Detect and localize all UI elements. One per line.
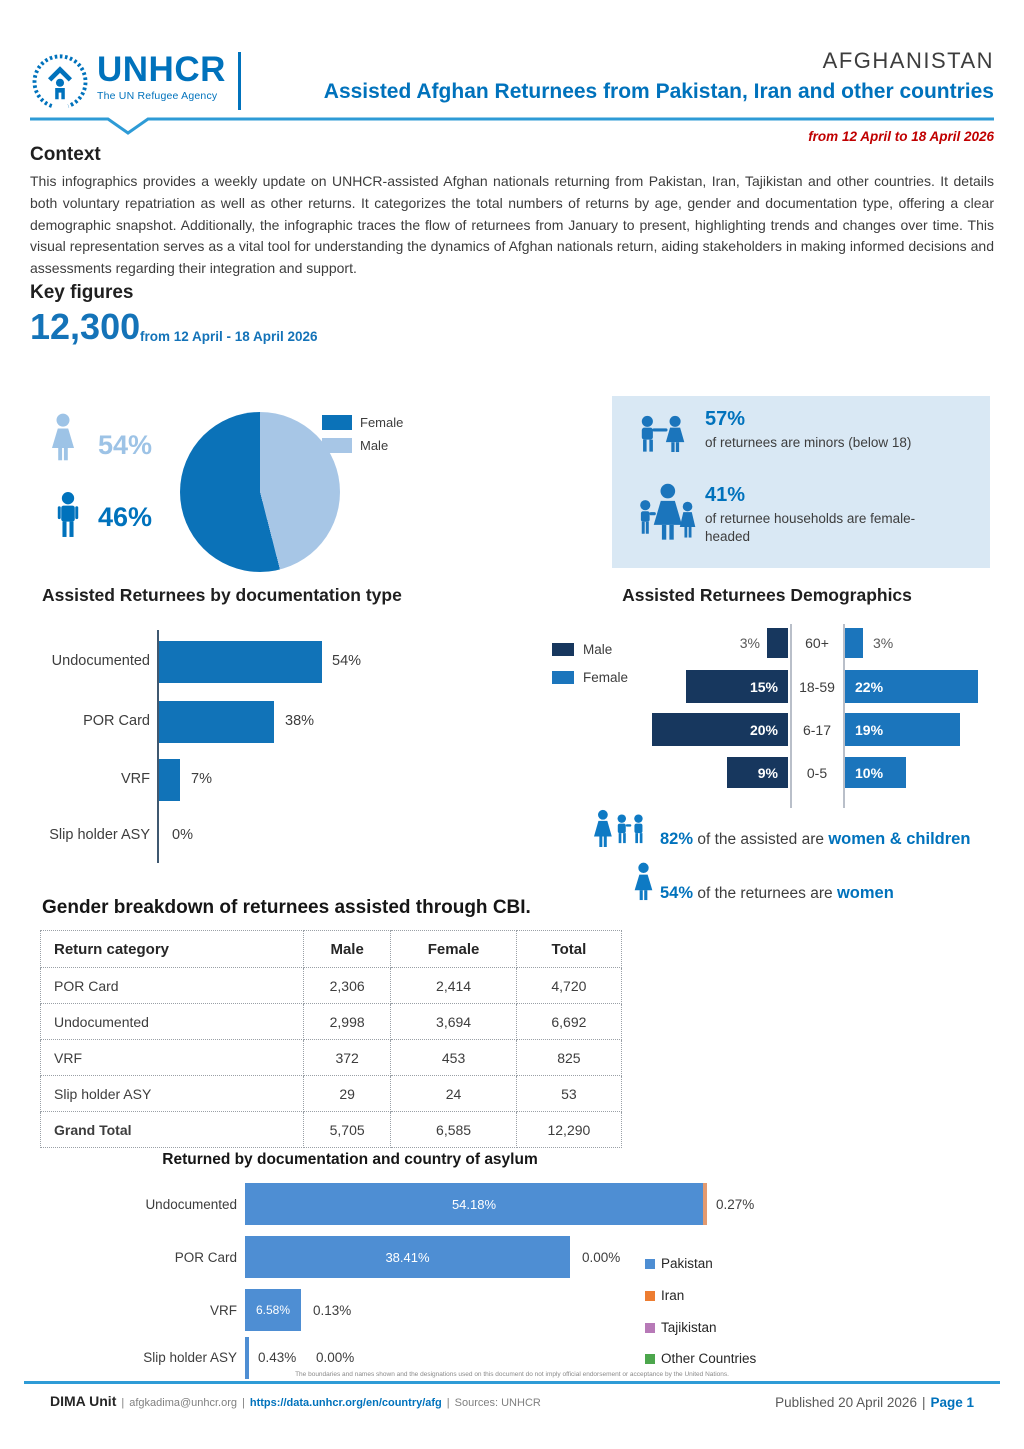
footer-data-portal-link[interactable]: https://data.unhcr.org/en/country/afg [249,1397,442,1409]
asylum-bar-undocumented-iran [703,1183,707,1225]
table-row [41,1004,622,1040]
footer-separator: | [121,1397,125,1409]
footer-separator: | [446,1397,450,1409]
pie-legend [322,415,403,461]
table-row [41,1040,622,1076]
asylum-secondary-value: 0.00% [582,1250,621,1265]
cbi-cell-female: 453 [391,1040,517,1076]
report-date-range: from 12 April to 18 April 2026 [808,129,994,144]
pyramid-female-bar-18-59 [845,670,978,703]
pyramid-age-label: 6-17 [802,722,832,738]
footer-left [50,1393,541,1409]
footer-unit: DIMA Unit [50,1393,117,1409]
pyramid-age-label: 60+ [805,635,829,651]
women-pct: 54% [660,884,694,902]
cbi-cell-male: 29 [304,1076,391,1112]
male-swatch [322,438,352,453]
footer-right [775,1395,974,1410]
women-and-children-icon [594,808,654,856]
footer-rule [24,1381,1000,1384]
cbi-header-row [41,931,622,968]
cbi-cell-total: 12,290 [516,1112,621,1148]
pyramid-male-bar-0-5 [727,757,788,788]
doc-bar-label: POR Card [83,713,150,729]
asylum-chart-title: Returned by documentation and country of asylum [162,1151,538,1168]
pyramid-female-value: 3% [873,635,894,651]
cbi-cell-category: Slip holder ASY [41,1076,304,1112]
footer-sources: Sources: UNHCR [454,1397,541,1409]
women-children-text: of the assisted are [697,831,825,848]
doc-bar-label: Undocumented [51,653,150,669]
table-row [41,1076,622,1112]
doc-bar-value: 54% [332,653,362,669]
cbi-cell-female: 24 [391,1076,517,1112]
cbi-cell-total: 6,692 [516,1004,621,1040]
doc-bar-value: 38% [285,713,315,729]
key-figures-heading: Key figures [30,282,134,303]
pyramid-male-bar-6-17 [652,713,788,746]
doc-bar-value: 7% [191,771,212,787]
total-returnees-value: 12,300 [30,306,141,347]
asylum-bar-por-pakistan [245,1236,570,1278]
cbi-header-male: Male [304,931,391,968]
asylum-bar-value: 6.58% [255,1303,291,1317]
unhcr-emblem-icon [30,52,90,112]
cbi-cell-total: 825 [516,1040,621,1076]
page-title: Assisted Afghan Returnees from Pakistan, Iran and other countries [323,80,994,103]
female-swatch [322,415,352,430]
context-heading: Context [30,144,101,165]
asylum-row-label: VRF [210,1303,237,1318]
pyramid-male-value: 20% [749,721,778,738]
asylum-row-label: POR Card [174,1250,237,1265]
female-percentage: 54% [98,430,153,460]
demographics-title: Assisted Returnees Demographics [622,585,912,605]
footer-separator: | [242,1397,245,1409]
pyramid-female-value: 22% [855,678,884,695]
doc-bar-por-card [159,701,274,743]
unhcr-logo [30,52,241,112]
pie-legend-male [322,438,403,453]
cbi-cell-male: 2,998 [304,1004,391,1040]
asylum-bar-vrf-pakistan [245,1289,301,1331]
cbi-cell-male: 372 [304,1040,391,1076]
pakistan-swatch [645,1259,655,1269]
demo-legend-female-label: Female [583,670,629,685]
cbi-cell-total: 53 [516,1076,621,1112]
women-stat [660,884,894,903]
cbi-cell-female: 2,414 [391,968,517,1004]
male-legend-label: Male [360,438,389,453]
footer-page-number: Page 1 [930,1395,974,1410]
doc-bar-undocumented [159,641,322,683]
other-countries-swatch [645,1354,655,1364]
table-row [41,968,622,1004]
cbi-cell-category: Undocumented [41,1004,304,1040]
women-text: of the returnees are [697,885,833,902]
female-pictogram-icon [46,413,80,470]
male-swatch [552,643,574,656]
minors-percentage: 57% [705,408,746,430]
male-percentage: 46% [98,502,153,532]
cbi-header-total: Total [516,931,621,968]
asylum-bar-value: 38.41% [385,1249,430,1265]
asylum-row-label: Undocumented [145,1197,237,1212]
asylum-row-label: Slip holder ASY [143,1350,237,1365]
total-returnees-period: from 12 April - 18 April 2026 [140,329,318,344]
demo-legend-male-label: Male [583,642,613,657]
pyramid-male-value: 3% [739,635,760,651]
male-pictogram-icon [52,490,84,547]
cbi-cell-category: Grand Total [41,1112,304,1148]
asylum-secondary-value: 0.13% [313,1303,352,1318]
female-headed-family-icon [634,481,696,549]
pie-legend-female [322,415,403,430]
asylum-bar-undocumented-pakistan [245,1183,703,1225]
cbi-table-title: Gender breakdown of returnees assisted through CBI. [42,897,531,918]
logo-divider [238,52,241,110]
female-swatch [552,671,574,684]
demo-legend-male [552,642,612,657]
cbi-cell-male: 2,306 [304,968,391,1004]
asylum-legend-label: Other Countries [661,1351,757,1366]
pyramid-male-value: 15% [749,678,778,695]
women-children-stat [660,830,970,849]
female-headed-percentage: 41% [705,484,746,506]
doc-chart-title: Assisted Returnees by documentation type [42,585,402,605]
iran-swatch [645,1291,655,1301]
asylum-legend-label: Pakistan [661,1256,713,1271]
cbi-table [40,930,622,1148]
demo-legend-female [552,670,628,685]
children-icon [636,414,694,459]
sex-pie-chart [180,412,340,572]
asylum-legend-iran [645,1288,684,1303]
tajikistan-swatch [645,1323,655,1333]
country-title: AFGHANISTAN [822,48,994,73]
asylum-legend-pakistan [645,1256,713,1271]
minors-text: of returnees are minors (below 18) [705,435,912,450]
pyramid-age-label: 18-59 [799,679,835,695]
cbi-cell-male: 5,705 [304,1112,391,1148]
asylum-secondary-value: 0.27% [716,1197,755,1212]
footer-disclaimer: The boundaries and names shown and the designations used on this document do not imply official endorsement or acceptance by the United Nations. [295,1371,729,1378]
cbi-cell-category: POR Card [41,968,304,1004]
women-children-pct: 82% [660,830,694,848]
asylum-legend-other-countries [645,1351,756,1366]
footer-email: afgkadima@unhcr.org [129,1397,238,1409]
pyramid-male-value: 9% [757,764,778,781]
pyramid-female-bar-6-17 [845,713,960,746]
logo-tagline: The UN Refugee Agency [97,90,218,102]
women-children-highlight: women & children [828,830,971,848]
cbi-cell-female: 3,694 [391,1004,517,1040]
female-headed-text: of returnee households are female-headed [705,511,916,545]
doc-bar-vrf [159,759,180,801]
pyramid-female-value: 10% [855,764,884,781]
cbi-header-category: Return category [41,931,304,968]
pyramid-male-bar-18-59 [686,670,788,703]
pyramid-female-value: 19% [855,721,884,738]
pyramid-female-bar-60plus [845,628,863,658]
asylum-legend-label: Iran [661,1288,685,1303]
footer-separator: | [921,1395,926,1410]
asylum-legend-tajikistan [645,1320,717,1335]
doc-bar-label: VRF [121,771,150,787]
asylum-bar-value: 54.18% [451,1196,497,1212]
women-highlight: women [836,884,894,902]
logo-wordmark: UNHCR [97,50,226,89]
cbi-cell-total: 4,720 [516,968,621,1004]
doc-bar-value: 0% [172,827,193,843]
cbi-header-female: Female [391,931,517,968]
pyramid-male-bar-60plus [767,628,788,658]
cbi-cell-female: 6,585 [391,1112,517,1148]
table-row-grand-total [41,1112,622,1148]
asylum-primary-value-outside: 0.43% [258,1350,297,1365]
cbi-cell-category: VRF [41,1040,304,1076]
pyramid-age-label: 0-5 [806,765,828,781]
doc-bar-label: Slip holder ASY [49,827,150,843]
woman-icon [630,862,657,908]
female-legend-label: Female [360,415,404,430]
footer-published: Published 20 April 2026 [775,1395,917,1410]
asylum-legend-label: Tajikistan [661,1320,717,1335]
pyramid-female-bar-0-5 [845,757,906,788]
context-paragraph: This infographics provides a weekly update on UNHCR-assisted Afghan nationals returning from Pakistan, Iran, Tajikistan and other countries. It details both voluntary repatriation as well as other returns. It categorizes the total numbers of returns by age, gender and documentation type, offering a clear demographic snapshot. Additionally, the infographic traces the flow of returnees from January to present, highlighting trends and changes over time. This visual representation serves as a vital tool for understanding the dynamics of Afghan nationals return, aiding stakeholders in making informed decisions and assessments regarding their integration and support. [30,173,994,277]
highlights-box [612,396,990,568]
asylum-secondary-value: 0.00% [316,1350,355,1365]
